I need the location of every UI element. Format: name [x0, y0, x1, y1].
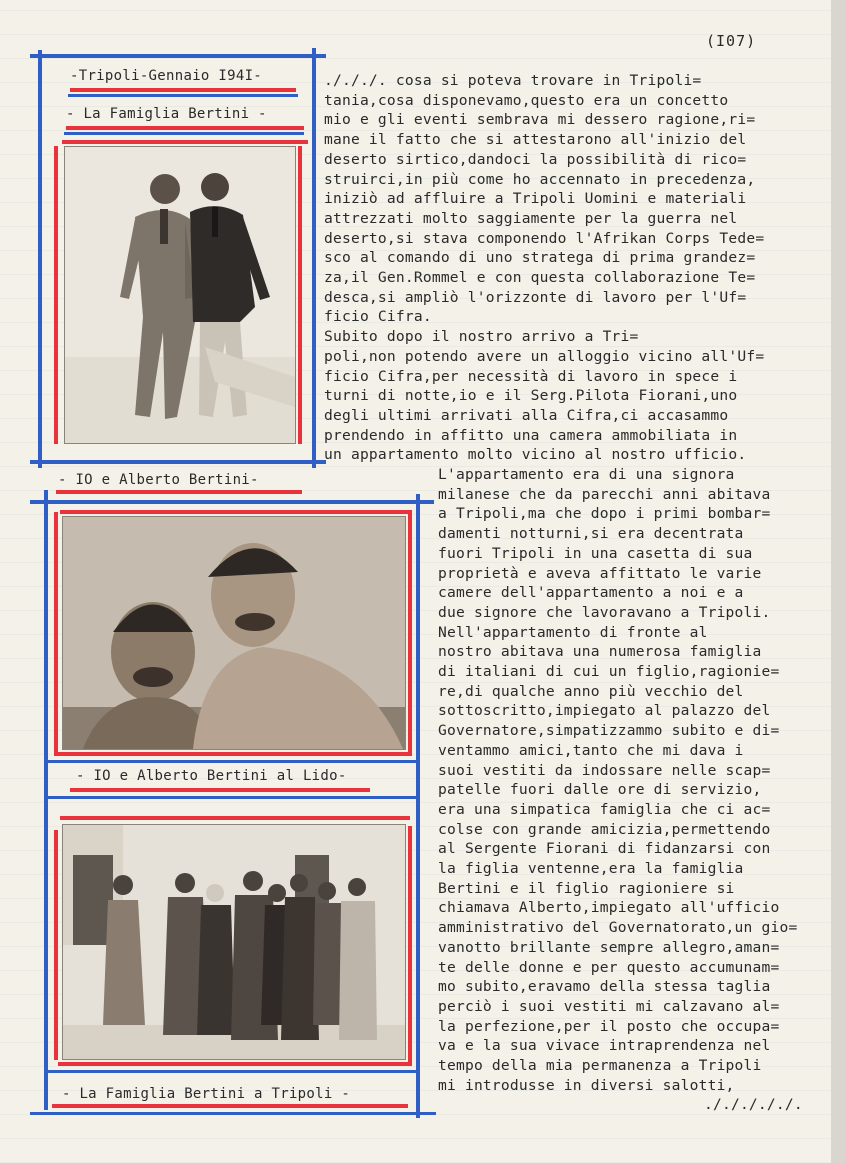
text-line: mane il fatto che si attestarono all'inizio del — [324, 131, 747, 149]
underline-blue — [68, 94, 298, 97]
frame-line-red — [298, 146, 302, 444]
text-line: due signore che lavoravano a Tripoli. — [438, 603, 771, 621]
text-line: za,il Gen.Rommel e con questa collaborazione Te= — [324, 269, 756, 286]
text-line: re,di qualche anno più vecchio del — [438, 682, 744, 700]
text-line: Nell'appartamento di fronte al — [438, 623, 708, 641]
text-line: tania,cosa disponevamo,questo era un concetto — [324, 91, 729, 109]
frame-line-red — [408, 826, 412, 1062]
text-line: la figlia ventenne,era la famiglia — [438, 860, 744, 877]
text-line: fuori Tripoli in una casetta di sua — [438, 544, 753, 562]
text-line: mi introdusse in diversi salotti, — [438, 1076, 735, 1094]
text-line: sottoscritto,impiegato al palazzo del — [438, 702, 771, 720]
text-line: suoi vestiti da indossare nelle scap= — [438, 761, 771, 779]
frame-line-blue — [38, 50, 42, 468]
text-line: mio e gli eventi sembrava mi dessero ragione,ri= — [324, 111, 756, 129]
text-line: damenti notturni,si era decentrata — [438, 525, 744, 543]
text-line: ventammo amici,tanto che mi dava i — [438, 741, 744, 759]
text-line: turni di notte,io e il Serg.Pilota Fiorani,uno — [324, 387, 738, 405]
text-line: colse con grande amicizia,permettendo — [438, 820, 771, 838]
caption-family: - La Famiglia Bertini - — [66, 106, 267, 122]
page-edge — [831, 0, 845, 1163]
underline-red — [70, 788, 370, 792]
text-line: mo subito,eravamo della stessa taglia — [438, 978, 771, 996]
text-line: L'appartamento era di una signora — [438, 466, 735, 483]
underline-red — [52, 1104, 408, 1108]
text-line: era una simpatica famiglia che ci ac= — [438, 800, 771, 818]
frame-line-blue — [48, 760, 416, 763]
caption-date: -Tripoli-Gennaio I94I- — [70, 68, 263, 84]
text-line: camere dell'appartamento a noi e a — [438, 584, 744, 602]
caption-photo-1: - IO e Alberto Bertini- — [58, 472, 259, 488]
text-line: ./././././. — [704, 1096, 803, 1114]
text-line: amministrativo del Governatorato,un gio= — [438, 919, 798, 937]
text-line: te delle donne e per questo accumunam= — [438, 958, 780, 976]
frame-line-red — [408, 512, 412, 752]
underline-red — [62, 140, 308, 144]
text-line: struirci,in più come ho accennato in precedenza, — [324, 170, 756, 188]
underline-red — [58, 1062, 412, 1066]
text-line: al Sergente Fiorani di fidanzarsi con — [438, 840, 771, 858]
frame-line-blue — [44, 490, 48, 1110]
text-line: Governatore,simpatizzammo subito e di= — [438, 722, 780, 740]
frame-line-red — [54, 830, 58, 1060]
text-line: tempo della mia permanenza a Tripoli — [438, 1057, 762, 1074]
text-line: patelle fuori dalle ore di servizio, — [438, 781, 762, 799]
photo-two-men-standing — [64, 146, 296, 444]
text-line: la perfezione,per il posto che occupa= — [438, 1017, 780, 1035]
frame-line-red — [54, 512, 58, 756]
underline-red — [60, 816, 410, 820]
text-line: prendendo in affitto una camera ammobiliata in — [324, 426, 738, 444]
caption-photo-3: - La Famiglia Bertini a Tripoli - — [62, 1086, 351, 1102]
page-number: (I07) — [706, 32, 757, 50]
text-line: deserto,si stava componendo l'Afrikan Corps Tede= — [324, 229, 765, 247]
frame-line-red — [54, 146, 58, 444]
text-line: ficio Cifra,per necessità di lavoro in spece i — [324, 367, 738, 385]
text-line: milanese che da parecchi anni abitava — [438, 485, 771, 503]
text-line: sco al comando di uno stratega di prima grandez= — [324, 249, 756, 267]
photo-two-men-beach — [62, 516, 406, 750]
frame-line-blue — [30, 460, 326, 464]
text-line: proprietà e aveva affittato le varie — [438, 564, 762, 582]
frame-line-blue — [416, 494, 420, 1118]
text-line: deserto sirtico,dandoci la possibilità di rico= — [324, 150, 747, 168]
underline-red — [56, 490, 302, 494]
text-line: desca,si ampliò l'orizzonte di lavoro per l'Uf= — [324, 288, 747, 306]
text-line: perciò i suoi vestiti mi calzavano al= — [438, 997, 780, 1015]
text-line: nostro abitava una numerosa famiglia — [438, 643, 762, 661]
frame-line-blue — [30, 1112, 436, 1115]
text-line: iniziò ad affluire a Tripoli Uomini e materiali — [324, 190, 747, 208]
text-line: va e la sua vivace intraprendenza nel — [438, 1037, 771, 1055]
text-line: un appartamento molto vicino al nostro ufficio. — [324, 446, 747, 464]
text-line: vanotto brillante sempre allegro,aman= — [438, 938, 780, 956]
frame-line-blue — [30, 500, 434, 504]
caption-photo-2: - IO e Alberto Bertini al Lido- — [76, 768, 347, 784]
frame-line-blue — [48, 796, 416, 799]
underline-red — [66, 126, 304, 130]
text-line: poli,non potendo avere un alloggio vicino all'Uf= — [324, 347, 765, 365]
text-line: a Tripoli,ma che dopo i primi bombar= — [438, 505, 771, 523]
underline-red — [58, 752, 412, 756]
text-line: chiamava Alberto,impiegato all'ufficio — [438, 899, 780, 917]
frame-line-blue — [312, 48, 316, 468]
text-line: Bertini e il figlio ragioniere si — [438, 879, 735, 897]
photo-family-group — [62, 824, 406, 1060]
text-line: di italiani di cui un figlio,ragionie= — [438, 663, 780, 680]
underline-red — [60, 510, 412, 514]
text-line: ficio Cifra. — [324, 308, 432, 326]
frame-line-blue — [30, 54, 326, 58]
text-line: Subito dopo il nostro arrivo a Tri= — [324, 328, 639, 346]
text-line: degli ultimi arrivati alla Cifra,ci accasammo — [324, 406, 729, 424]
underline-red — [70, 88, 296, 92]
text-line: attrezzati molto saggiamente per la guerra nel — [324, 209, 738, 227]
underline-blue — [64, 132, 304, 135]
text-line: ./././. cosa si poteva trovare in Tripoli= — [324, 72, 702, 89]
frame-line-blue — [48, 1070, 418, 1073]
